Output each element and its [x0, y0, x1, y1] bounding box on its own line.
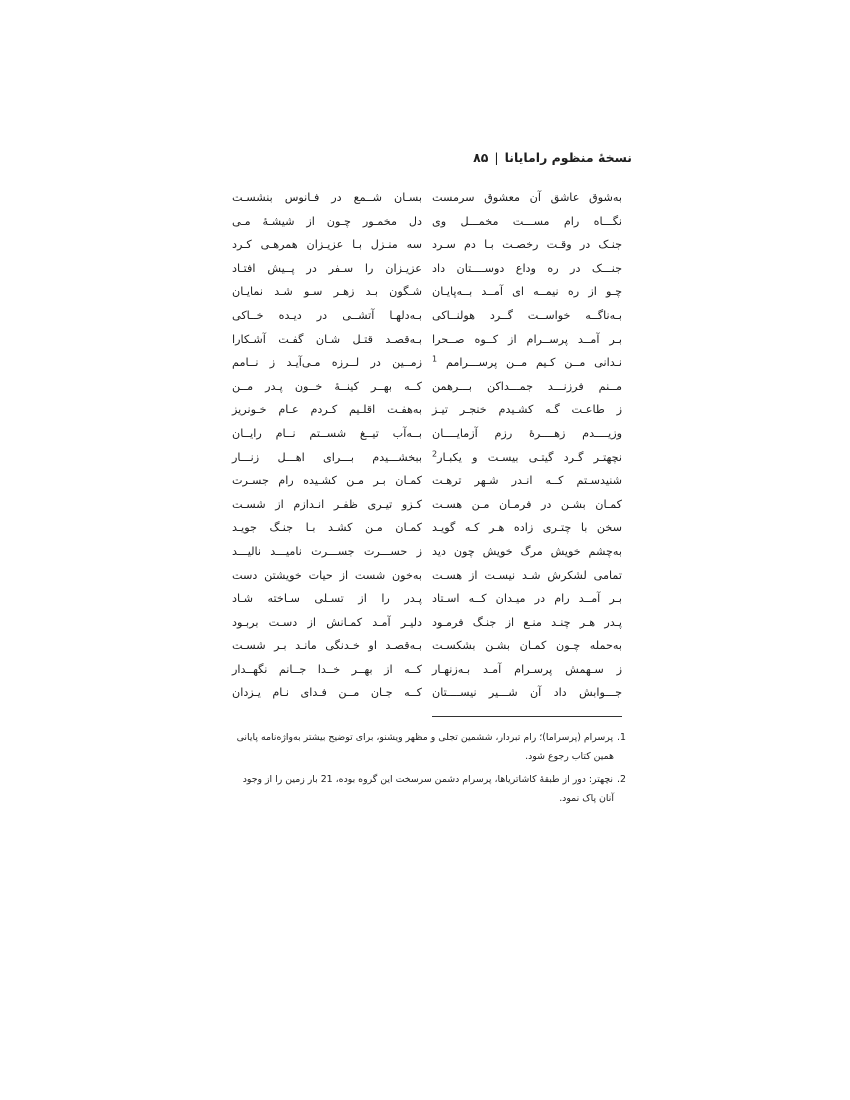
footnote-divider: [432, 716, 622, 717]
verse-line: زمــین در لــرزه مـی‌آیـد ز نــامم: [232, 356, 422, 370]
running-header: [232, 150, 632, 172]
verse-line: بـه‌ناگــه خواســت گــرد هولنــاکی: [432, 308, 622, 322]
verse-line: چـو از ره نیمــه ای آمــد بــه‌پایـان: [432, 285, 622, 299]
footnote-text: پرسرام (پرسراما)؛ رام تبردار، ششمین تجلی و مظهر ویشنو، برای توضیح بیشتر به‌واژه‌نامه پایانی: [236, 732, 614, 743]
verse-line: جـــوابش داد آن شـــیر نیســــتان: [432, 686, 622, 700]
footnote-number: 1.: [617, 732, 626, 743]
verse-line: بــه‌آب تیــغ شســتم نــام رایــان: [232, 426, 422, 440]
verse-line: کمـان مـن کشـد بـا جنـگ جویـد: [232, 521, 422, 535]
verse-line: پـدر هـر چنـد منـع از جنـگ فرمـود: [432, 615, 622, 629]
verse-line: بـر آمــد پرســرام از کــوه صــحرا: [432, 332, 622, 346]
poem-column-left: [232, 186, 422, 705]
verse-line: تمامی لشکرش شـد نیسـت از هسـت: [432, 568, 622, 582]
verse-line: کمـان بشـن در فرمـان مـن هسـت: [432, 497, 622, 511]
book-title: نسخهٔ منظوم رامایانا: [504, 150, 632, 165]
footnote-marker[interactable]: 1: [432, 354, 438, 364]
verse-line: شـگون بـد زهـر سـو شـد نمایـان: [232, 285, 422, 299]
verse-line: کــه از بهــر خــدا جــانم نگهــدار: [232, 662, 422, 676]
footnote-text-continued: همین کتاب رجوع شود.: [525, 751, 614, 762]
verse-line-with-footnote: [432, 351, 622, 375]
verse-line: ببخشـــیدم بـــرای اهـــل زنـــار: [232, 450, 422, 464]
footnote-2: [226, 770, 626, 808]
verse-line: کـزو تیـری ظفـر انـدازم از شسـت: [232, 497, 422, 511]
verse-line: بـه‌دلهـا آتشــی در دیـده خــاکی: [232, 308, 422, 322]
footnote-1: [226, 728, 626, 766]
verse-line: ز طاعـت گـه کشـیدم خنجـر تیـز: [432, 403, 622, 417]
header-separator: |: [494, 150, 499, 165]
verse-line: بـه‌قصـد او خـدنگی مانـد بـر شسـت: [232, 639, 422, 653]
verse-line: جنـک در وقـت رخصـت بـا دم سـرد: [432, 238, 622, 252]
verse-line: به‌حمله چـون کمـان بشـن بشکسـت: [432, 639, 622, 653]
verse-text: نچهتـر گـرد گیتـی بیسـت و یکبـار: [437, 450, 622, 464]
verse-line: دل مخمـور چـون از شیشـهٔ مـی: [232, 214, 422, 228]
footnotes-section: [226, 728, 626, 812]
verse-line: بسـان شــمع در فـانوس بنشسـت: [232, 191, 422, 204]
verse-line: به‌چشم خویش مرگ خویش چون دید: [432, 544, 622, 558]
verse-line: کمـان بـر مـن کشـیده رام جسـرت: [232, 474, 422, 488]
verse-line: مــنم فرزنـــد جمـــداکن بـــرهمن: [432, 379, 622, 393]
verse-line: سخن با چتـری زاده هـر کـه گویـد: [432, 521, 622, 535]
verse-line: ز حســـرت جســـرت نامیـــد نالیـــد: [232, 544, 422, 558]
verse-line: به‌هفـت اقلـیم کـردم عـام خـونریز: [232, 403, 422, 417]
verse-line: به‌شوق عاشق آن معشوق سرمست: [432, 191, 622, 204]
page-number: ۸۵: [473, 150, 489, 165]
verse-line-with-footnote: [432, 446, 622, 470]
verse-text: نـدانی مــن کـیم مــن پرســـرامم: [445, 356, 622, 370]
footnote-marker[interactable]: 2: [432, 448, 438, 458]
verse-line: بـر آمــد رام در میـدان کــه اسـتاد: [432, 592, 622, 606]
verse-line: عزیـزان را سـفر در پــیش افتـاد: [232, 261, 422, 275]
verse-line: پـدر را از تسـلی سـاخته شـاد: [232, 592, 422, 606]
verse-line: ز سـهمش پرسـرام آمـد بـه‌زنهـار: [432, 662, 622, 676]
verse-line: نگـــاه رام مســـت مخمـــل وی: [432, 214, 622, 228]
footnote-text-continued: آنان پاک نمود.: [559, 793, 614, 804]
verse-line: به‌خون شست از حیات خویشتن دست: [232, 568, 422, 582]
verse-line: بـه‌قصـد قتـل شـان گفـت آشـکارا: [232, 332, 422, 346]
poem-column-right: [432, 186, 622, 705]
verse-line: وزیــــدم زهــــرهٔ رزم آزمایــــان: [432, 426, 622, 440]
verse-line: کــه جـان مــن فـدای نـام یـزدان: [232, 686, 422, 700]
verse-line: سه منـزل بـا عزیـزان همرهـی کـرد: [232, 238, 422, 252]
footnote-number: 2.: [617, 774, 626, 785]
verse-line: دلیـر آمـد کمـانش از دسـت بربـود: [232, 615, 422, 629]
verse-line: کــه بهــر کینــهٔ خــون پـدر مــن: [232, 379, 422, 393]
footnote-text: نچهتر: دور از طبقهٔ کاشاتریاها، پرسرام دشمن سرسخت این گروه بوده، 21 بار زمین را از وجود: [242, 774, 614, 785]
verse-line: جنـــک در ره وداع دوســــتان داد: [432, 261, 622, 275]
verse-line: شنیدسـتم کــه انـدر شـهر ترهـت: [432, 474, 622, 488]
